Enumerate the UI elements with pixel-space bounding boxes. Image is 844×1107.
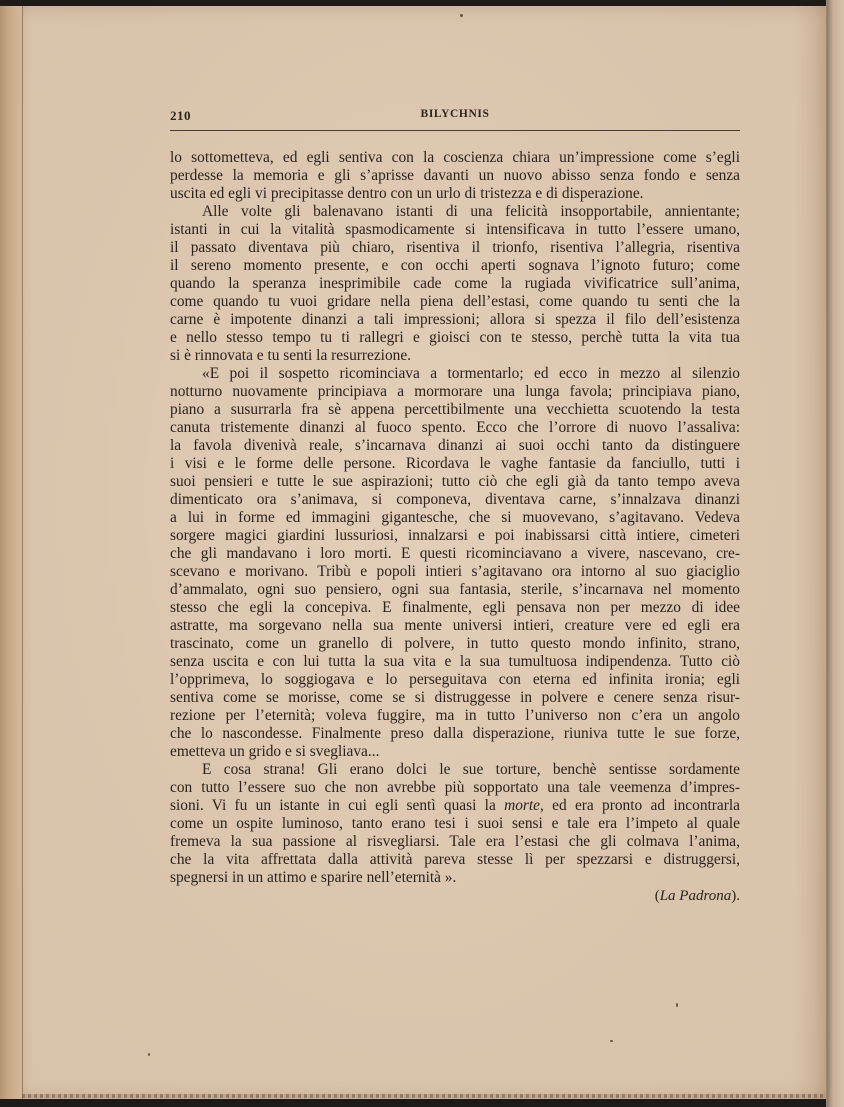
page-right-edge	[826, 0, 844, 1107]
header-rule	[170, 130, 740, 131]
text-line: carne è impotente dinanzi a tali impressioni; allora si spezza il filo dell’esistenza	[170, 311, 740, 328]
text-line: Alle volte gli balenavano istanti di una felicità insopportabile, annientante;	[202, 203, 740, 220]
page-header	[170, 108, 740, 128]
page-bottom-edge	[22, 1094, 826, 1098]
text-line: si è rinnovata e tu senti la resurrezione.	[170, 347, 412, 364]
page-number: 210	[170, 108, 191, 123]
attribution-open: (	[654, 888, 660, 904]
text-line: E cosa strana! Gli erano dolci le sue torture, benchè sentisse sordamente	[202, 761, 740, 778]
text-line: perdesse la memoria e gli s’aprisse davanti un nuovo abisso senza fondo e senza	[170, 167, 740, 184]
italic-word: morte	[504, 797, 540, 814]
text-line: istanti in cui la vitalità spasmodicamente si intensificava in tutto l’essere umano,	[170, 221, 740, 238]
text-line: a lui in forme ed immagini gigantesche, che si muovevano, s’agitavano. Vedeva	[170, 509, 740, 526]
text-line: emetteva un grido e si svegliava...	[170, 743, 380, 760]
text-line: senza uscita e con lui tutta la sua vita e la sua tumultuosa indipendenza. Tutto ciò	[170, 653, 740, 670]
text-line: i visi e le forme delle persone. Ricordava le vaghe fantasie da fanciullo, tutti i	[170, 455, 740, 472]
text-line: che lo nascondesse. Finalmente preso dalla disperazione, riuniva tutte le sue forze,	[170, 725, 740, 742]
text-line: spegnersi in un attimo e sparire nell’eternità ».	[170, 869, 457, 886]
text-line: uscita ed egli vi precipitasse dentro con un urlo di tristezza e di disperazione.	[170, 185, 644, 202]
paper-speck	[610, 1040, 613, 1042]
source-attribution	[540, 888, 740, 905]
attribution-close: ).	[731, 888, 740, 904]
running-title: BILYCHNIS	[420, 108, 490, 120]
text-line: sorgere magici giardini lussuriosi, innalzarsi e poi inabissarsi città intiere, cimeteri	[170, 527, 740, 544]
text-line: fremeva la sua passione al risvegliarsi. Tale era l’estasi che gli colmava l’anima,	[170, 833, 740, 850]
text-line: lo sottometteva, ed egli sentiva con la coscienza chiara un’impressione come s’egli	[170, 149, 740, 166]
text-line: notturno nuovamente principiava a mormorare una lunga favola; principiava piano,	[170, 383, 740, 400]
text-line: «E poi il sospetto ricominciava a tormentarlo; ed ecco in mezzo al silenzio	[202, 365, 740, 382]
text-fragment: sioni. Vi fu un istante in cui egli sentì quasi la	[170, 797, 505, 814]
paper-speck	[148, 1053, 150, 1056]
text-line: suoi pensieri e tutte le sue aspirazioni; tutto ciò che egli già da tanto tempo aveva	[170, 473, 740, 490]
text-line: con tutto l’essere suo che non avrebbe più sopportato una tale veemenza d’impres-	[170, 779, 740, 796]
text-line: scevano e morivano. Tribù e popoli intieri s’agitavano ora intorno al suo giaciglio	[170, 563, 740, 580]
text-line: l’opprimeva, lo soggiogava e lo perseguitava con eterna ed infinita ironia; egli	[170, 671, 740, 688]
attribution-title: La Padrona	[659, 888, 732, 904]
text-line: il passato diventava più chiaro, risentiva il trionfo, risentiva l’allegria, risentiva	[170, 239, 740, 256]
paper-speck	[676, 1003, 678, 1007]
text-line: rezione per l’eternità; voleva fuggire, ma in tutto l’universo non c’era un angolo	[170, 707, 740, 724]
text-line: piano a susurrarla fra sè appena percettibilmente una vecchietta scuotendo la testa	[170, 401, 740, 418]
text-line	[170, 797, 740, 815]
text-line: la favola divenivà reale, s’incarnava dinanzi ai suoi occhi tanto da distinguere	[170, 437, 740, 454]
text-line: stesso che egli la concepiva. E finalmente, egli pensava non per mezzo di idee	[170, 599, 740, 616]
text-line: come un ospite luminoso, tanto erano tesi i suoi sensi e tale era l’impeto al quale	[170, 815, 740, 832]
text-line: d’ammalato, ogni suo pensiero, ogni sua fantasia, sterile, s’incarnava nel momento	[170, 581, 740, 598]
body-text	[170, 149, 740, 887]
text-line: astratte, ma sorgevano nella sua mente universi intieri, creature vere ed egli era	[170, 617, 740, 634]
text-line: il sereno momento presente, e con occhi aperti sognava l’ignoto futuro; come	[170, 257, 740, 274]
text-fragment: , ed era pronto ad incontrarla	[540, 797, 740, 814]
text-line: sentiva come se morisse, come se si distruggesse in polvere e cenere senza risur-	[170, 689, 740, 706]
paper-speck	[460, 14, 463, 17]
text-line: quando la speranza inesprimibile cade come la rugiada vivificatrice sull’anima,	[170, 275, 740, 292]
text-line: dimenticato ora s’animava, si componeva, diventava carne, s’innalzava dinanzi	[170, 491, 740, 508]
text-line: che la vita affrettata dalla attività pareva stesse lì per spezzarsi e distruggersi,	[170, 851, 740, 868]
text-line: e nello stesso tempo tu ti rallegri e gioisci con te stesso, perchè tutta la vita tua	[170, 329, 740, 346]
text-line: come quando tu vuoi gridare nella piena dell’estasi, come quando tu senti che la	[170, 293, 740, 310]
text-line: canuta tristemente dinanzi al fuoco spento. Ecco che l’orrore di nuovo l’assaliva:	[170, 419, 740, 436]
text-line: che gli mandavano i loro morti. E questi ricominciavano a vivere, nascevano, cre-	[170, 545, 740, 562]
text-line: trascinato, come un granello di polvere, in tutto questo mondo infinito, strano,	[170, 635, 740, 652]
page-left-edge	[0, 6, 23, 1099]
